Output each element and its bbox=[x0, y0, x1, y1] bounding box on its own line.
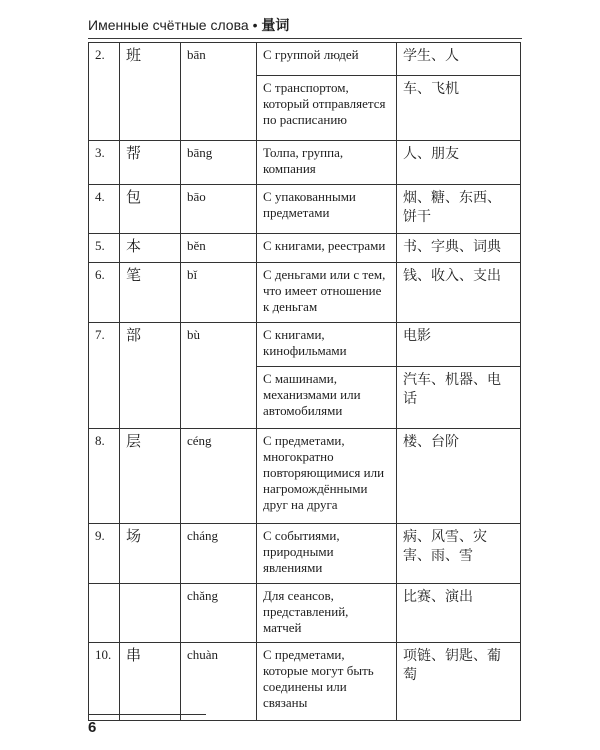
row-number: 6. bbox=[89, 263, 120, 323]
examples-cell: 钱、收入、支出 bbox=[397, 263, 521, 323]
counter-character: 笔 bbox=[120, 263, 181, 323]
table-row bbox=[89, 185, 521, 234]
row-number: 7. bbox=[89, 323, 120, 429]
meaning-cell: С книгами, реестрами bbox=[257, 234, 397, 263]
counter-character: 包 bbox=[120, 185, 181, 234]
row-number: 8. bbox=[89, 429, 120, 524]
counter-words-table bbox=[88, 42, 521, 721]
meaning-cell: С группой людей bbox=[257, 43, 397, 76]
table-row bbox=[89, 234, 521, 263]
pinyin-cell: céng bbox=[181, 429, 257, 524]
row-number: 9. bbox=[89, 524, 120, 584]
running-head-separator: • bbox=[252, 17, 258, 33]
pinyin-cell: chǎng bbox=[181, 584, 257, 643]
counter-character: 串 bbox=[120, 643, 181, 721]
counter-character: 层 bbox=[120, 429, 181, 524]
row-number bbox=[89, 584, 120, 643]
row-number: 2. bbox=[89, 43, 120, 141]
running-head bbox=[88, 14, 522, 39]
table-row bbox=[89, 584, 521, 643]
pinyin-cell: chuàn bbox=[181, 643, 257, 721]
meaning-cell: С событиями, природными явлениями bbox=[257, 524, 397, 584]
meaning-cell: С предметами, которые могут быть соединены или связаны bbox=[257, 643, 397, 721]
meaning-cell: С деньгами или с тем, что имеет отношение к деньгам bbox=[257, 263, 397, 323]
table-row bbox=[89, 643, 521, 721]
table-row bbox=[89, 43, 521, 76]
meaning-cell: С предметами, многократно повторяющимися или нагромождёнными друг на друга bbox=[257, 429, 397, 524]
examples-cell: 比赛、演出 bbox=[397, 584, 521, 643]
examples-cell: 书、字典、词典 bbox=[397, 234, 521, 263]
examples-cell: 楼、台阶 bbox=[397, 429, 521, 524]
pinyin-cell: bǐ bbox=[181, 263, 257, 323]
counter-character: 班 bbox=[120, 43, 181, 141]
examples-cell: 病、风雪、灾害、雨、雪 bbox=[397, 524, 521, 584]
row-number: 5. bbox=[89, 234, 120, 263]
pinyin-cell: bān bbox=[181, 43, 257, 141]
pinyin-cell: bāo bbox=[181, 185, 257, 234]
counter-character: 场 bbox=[120, 524, 181, 584]
meaning-cell: С книгами, кинофильмами bbox=[257, 323, 397, 367]
row-number: 10. bbox=[89, 643, 120, 721]
examples-cell: 人、朋友 bbox=[397, 141, 521, 185]
table-row bbox=[89, 323, 521, 367]
meaning-cell: С транспортом, который отправляется по расписанию bbox=[257, 76, 397, 141]
footer-rule bbox=[88, 714, 206, 715]
pinyin-cell: bù bbox=[181, 323, 257, 429]
table-row bbox=[89, 263, 521, 323]
running-head-title-cn: 量词 bbox=[261, 18, 290, 34]
row-number: 3. bbox=[89, 141, 120, 185]
table-row bbox=[89, 429, 521, 524]
pinyin-cell: bāng bbox=[181, 141, 257, 185]
meaning-cell: Толпа, группа, компания bbox=[257, 141, 397, 185]
meaning-cell: С машинами, механизмами или автомобилями bbox=[257, 367, 397, 429]
counter-character: 部 bbox=[120, 323, 181, 429]
examples-cell: 电影 bbox=[397, 323, 521, 367]
running-head-title: Именные счётные слова bbox=[88, 17, 249, 33]
table-row bbox=[89, 524, 521, 584]
page-number: 6 bbox=[88, 719, 97, 736]
counter-character: 本 bbox=[120, 234, 181, 263]
table-row bbox=[89, 141, 521, 185]
counter-character bbox=[120, 584, 181, 643]
examples-cell: 项链、钥匙、葡萄 bbox=[397, 643, 521, 721]
examples-cell: 汽车、机器、电话 bbox=[397, 367, 521, 429]
examples-cell: 烟、糖、东西、饼干 bbox=[397, 185, 521, 234]
examples-cell: 学生、人 bbox=[397, 43, 521, 76]
pinyin-cell: běn bbox=[181, 234, 257, 263]
meaning-cell: С упакованными предметами bbox=[257, 185, 397, 234]
meaning-cell: Для сеансов, представлений, матчей bbox=[257, 584, 397, 643]
pinyin-cell: cháng bbox=[181, 524, 257, 584]
examples-cell: 车、飞机 bbox=[397, 76, 521, 141]
counter-character: 帮 bbox=[120, 141, 181, 185]
row-number: 4. bbox=[89, 185, 120, 234]
